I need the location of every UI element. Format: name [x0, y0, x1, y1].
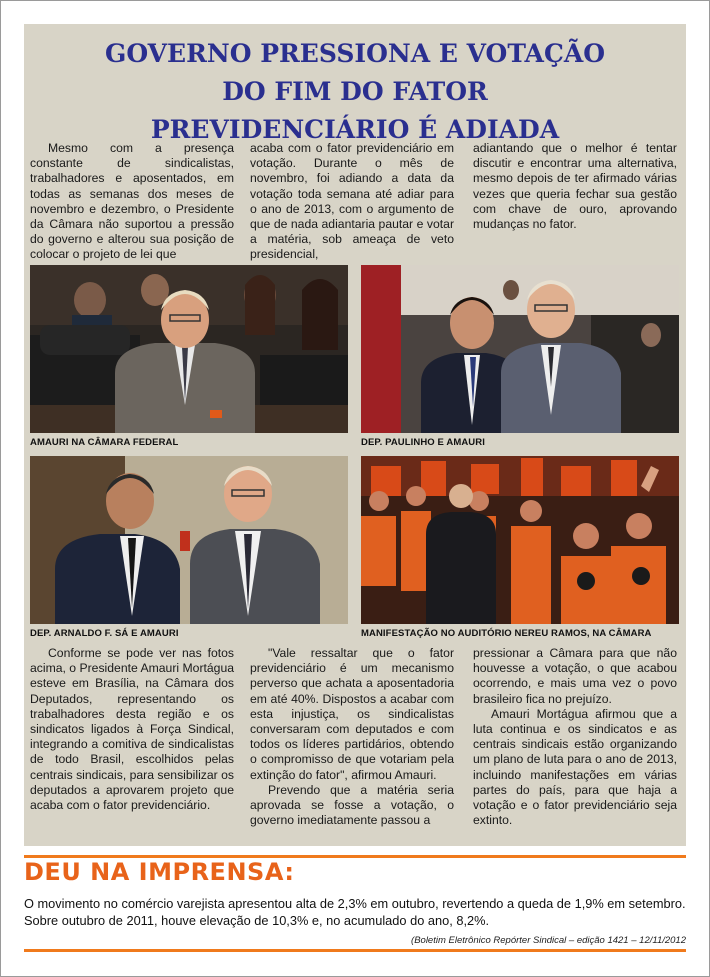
- body-paragraph-1: Conforme se pode ver nas fotos acima, o Presidente Amauri Mortágua esteve em Brasília, na Câmara dos Deputados, representando os trabalhadores desta região e os sindicatos ligados à Força Sindical, integrando a comitiva de sindicalistas de todo Brasil, escolhidos pelas centrais sindicais, para sensibilizar os deputados a aprovarem projeto que acaba com o fator previdenciário.: [30, 646, 234, 813]
- photo-arnaldo-amauri: [30, 456, 348, 624]
- intro-column-3: [473, 141, 677, 232]
- press-text: O movimento no comércio varejista apresentou alta de 2,3% em outubro, revertendo a queda de 1,9% em setembro. Sobre outubro de 2011, houve elevação de 10,3% e, no acumulado do ano, 8,2%.: [24, 896, 686, 928]
- intro-paragraph-2: acaba com o fator previdenciário em votação. Durante o mês de novembro, foi adiando a data da votação toda semana até adiar para o ano de 2013, com o argumento de que de nada adiantaria pautar e votar a matéria, sob ameaça de veto presidencial,: [250, 141, 454, 262]
- photo-manifestacao-image: [361, 456, 679, 624]
- intro-column-2: [250, 141, 454, 263]
- headline-line-2: DO FIM DO FATOR: [222, 77, 488, 106]
- press-source: (Boletim Eletrônico Repórter Sindical – edição 1421 – 12/11/2012: [411, 935, 686, 946]
- body-column-1: [30, 646, 234, 813]
- photo-arnaldo-amauri-image: [30, 456, 348, 624]
- body-paragraph-2: "Vale ressaltar que o fator previdenciário é um mecanismo perverso que achata a aposentadoria em até 40%. Dispostos a acabar com esta injustiça, os sindicalistas conversaram com deputados e com todos os líderes partidários, obtendo o compromisso de que votariam pela extinção do fator", afirmou Amauri.: [250, 646, 454, 782]
- photo-caption-1: AMAURI NA CÂMARA FEDERAL: [30, 437, 179, 448]
- body-column-3: [473, 646, 677, 828]
- press-bottom-rule: [24, 949, 686, 952]
- intro-paragraph-3: adiantando que o melhor é tentar discutir e encontrar uma alternativa, mesmo depois de ter afirmado várias vezes que queria fechar sua gestão com chave de ouro, aprovando mudanças no fator.: [473, 141, 677, 232]
- photo-amauri-camara-image: [30, 265, 348, 433]
- photo-paulinho-amauri-image: [361, 265, 679, 433]
- photo-paulinho-amauri: [361, 265, 679, 433]
- headline-line-1: GOVERNO PRESSIONA E VOTAÇÃO: [104, 39, 606, 68]
- body-paragraph-4: pressionar a Câmara para que não houvesse a votação, o que acabou ocorrendo, e mais uma vez o povo brasileiro fica no prejuízo.: [473, 646, 677, 706]
- body-column-2: [250, 646, 454, 828]
- photo-caption-2: DEP. PAULINHO E AMAURI: [361, 437, 485, 448]
- body-paragraph-5: Amauri Mortágua afirmou que a luta continua e os sindicatos e as centrais sindicais estão organizando um plano de luta para o ano de 2013, incluindo manifestações em várias partes do país, para que haja a votação e o fator previdenciário seja extinto.: [473, 706, 677, 828]
- photo-manifestacao: [361, 456, 679, 624]
- headline-line-3: PREVIDENCIÁRIO É ADIADA: [150, 115, 560, 144]
- headline: [24, 35, 686, 149]
- photo-caption-3: DEP. ARNALDO F. SÁ E AMAURI: [30, 628, 179, 639]
- photo-caption-4: MANIFESTAÇÃO NO AUDITÓRIO NEREU RAMOS, NA CÂMARA: [361, 628, 652, 639]
- body-paragraph-3: Prevendo que a matéria seria aprovada se fosse a votação, o governo imediatamente passou a: [250, 782, 454, 828]
- intro-column-1: [30, 141, 234, 263]
- press-title: DEU NA IMPRENSA:: [24, 858, 295, 886]
- intro-paragraph-1: Mesmo com a presença constante de sindicalistas, trabalhadores e aposentados, em todas as semanas dos meses de novembro e dezembro, o Presidente da Câmara não suportou a pressão do governo e alterou sua posição de colocar o projeto de lei que: [30, 141, 234, 262]
- photo-amauri-camara: [30, 265, 348, 433]
